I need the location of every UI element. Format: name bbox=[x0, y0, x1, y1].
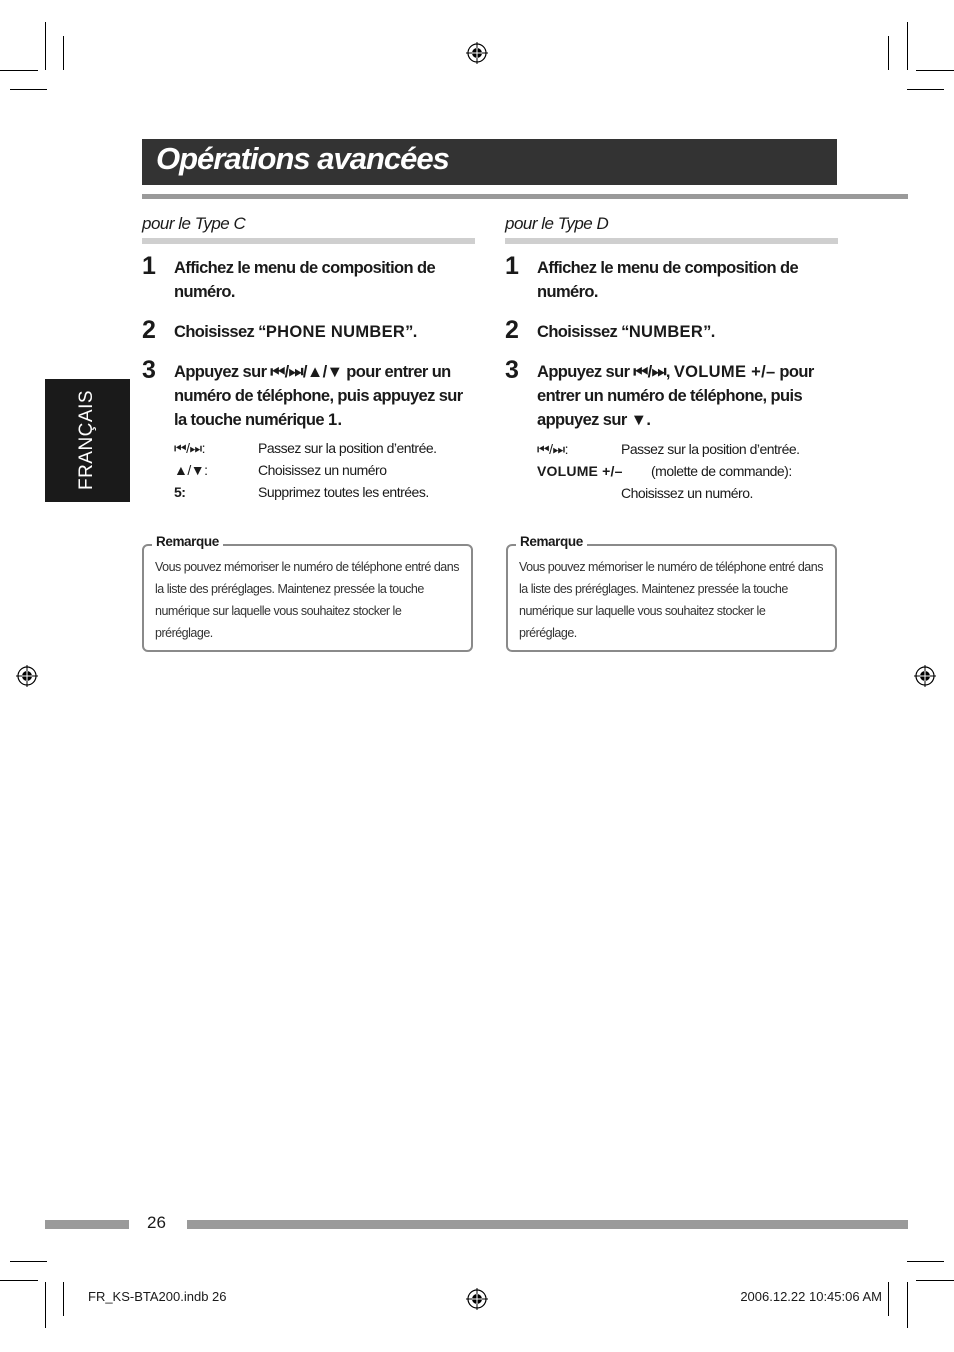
step-number: 3 bbox=[142, 356, 156, 384]
definition-value: Passez sur la position d’entrée. bbox=[258, 440, 437, 456]
registration-mark-icon bbox=[466, 1288, 488, 1310]
definition-key: ▲/▼: bbox=[174, 462, 208, 478]
keyword: VOLUME +/– bbox=[673, 363, 776, 381]
crop-mark bbox=[0, 70, 38, 71]
registration-mark-icon bbox=[914, 665, 936, 687]
step-text: Choisissez “PHONE NUMBER”. bbox=[174, 323, 417, 341]
note-text: Vous pouvez mémoriser le numéro de téléphone entré dans la liste des préréglages. Maintenez pressée la touche numérique sur laquelle vous souhaitez stocker le préréglage. bbox=[155, 560, 459, 640]
column-type-c bbox=[142, 214, 475, 640]
definition-key: VOLUME +/– bbox=[537, 463, 623, 479]
step-number: 2 bbox=[142, 316, 156, 344]
definition-row bbox=[537, 460, 837, 482]
note-label: Remarque bbox=[152, 534, 223, 549]
note-text: Vous pouvez mémoriser le numéro de téléphone entré dans la liste des préréglages. Maintenez pressée la touche numérique sur laquelle vous souhaitez stocker le préréglage. bbox=[519, 560, 823, 640]
crop-mark bbox=[45, 1282, 46, 1328]
definition-row bbox=[537, 438, 837, 460]
title-divider bbox=[142, 194, 908, 199]
definition-value: Choisissez un numéro bbox=[258, 462, 387, 478]
registration-mark-icon bbox=[466, 42, 488, 64]
definition-value: Passez sur la position d’entrée. bbox=[621, 441, 800, 457]
step-text: Appuyez sur ⏮/⏭/▲/▼ pour entrer un numéro de téléphone, puis appuyez sur la touche numérique 1. bbox=[174, 363, 463, 429]
control-icons: ⏮/⏭, bbox=[633, 363, 670, 381]
crop-mark bbox=[63, 1282, 64, 1316]
crop-mark bbox=[888, 36, 889, 70]
crop-mark bbox=[10, 1261, 47, 1262]
step-number: 1 bbox=[505, 252, 519, 280]
step-text: Affichez le menu de composition de numéro. bbox=[537, 259, 799, 301]
definition-row bbox=[537, 482, 837, 504]
print-timestamp: 2006.12.22 10:45:06 AM bbox=[740, 1289, 882, 1304]
step-number: 3 bbox=[505, 356, 519, 384]
crop-mark bbox=[907, 22, 908, 70]
language-tab bbox=[45, 379, 130, 502]
crop-mark bbox=[907, 1282, 908, 1328]
file-slug: FR_KS-BTA200.indb 26 bbox=[88, 1289, 227, 1304]
definition-list bbox=[174, 437, 474, 503]
note-label: Remarque bbox=[516, 534, 587, 549]
keyword: 1 bbox=[327, 411, 338, 429]
definition-value: (molette de commande): bbox=[651, 463, 792, 479]
definition-row bbox=[174, 481, 474, 503]
crop-mark bbox=[0, 1280, 38, 1281]
column-type-d bbox=[505, 214, 838, 640]
crop-mark bbox=[888, 1282, 889, 1316]
step-number: 1 bbox=[142, 252, 156, 280]
step-text: Appuyez sur ⏮/⏭, VOLUME +/– pour entrer un numéro de téléphone, puis appuyez sur ▼. bbox=[537, 363, 814, 429]
crop-mark bbox=[907, 89, 944, 90]
note-box bbox=[142, 534, 473, 652]
footer-bar-right bbox=[187, 1220, 908, 1229]
crop-mark bbox=[63, 36, 64, 70]
crop-mark bbox=[916, 70, 954, 71]
control-icons: ⏮/⏭/▲/▼ bbox=[270, 363, 343, 381]
definition-list bbox=[537, 438, 837, 504]
crop-mark bbox=[907, 1261, 944, 1262]
note-box bbox=[506, 534, 837, 652]
column-subhead: pour le Type D bbox=[505, 214, 838, 244]
definition-row bbox=[174, 437, 474, 459]
definition-value: Choisissez un numéro. bbox=[621, 485, 753, 501]
page-title-bar bbox=[142, 139, 837, 185]
definition-row bbox=[174, 459, 474, 481]
footer-bar-left bbox=[45, 1220, 129, 1229]
crop-mark bbox=[10, 89, 47, 90]
keyword: PHONE NUMBER bbox=[265, 323, 406, 341]
step-number: 2 bbox=[505, 316, 519, 344]
registration-mark-icon bbox=[16, 665, 38, 687]
definition-key: 5: bbox=[174, 484, 186, 500]
page-number: 26 bbox=[147, 1213, 166, 1232]
language-label: FRANÇAIS bbox=[76, 389, 97, 491]
definition-key: ⏮/⏭: bbox=[174, 440, 205, 456]
definition-key: ⏮/⏭: bbox=[537, 441, 568, 457]
page-title: Opérations avancées bbox=[156, 141, 449, 176]
step-text: Affichez le menu de composition de numéro. bbox=[174, 259, 436, 301]
column-subhead: pour le Type C bbox=[142, 214, 475, 244]
crop-mark bbox=[916, 1280, 954, 1281]
step-text: Choisissez “NUMBER”. bbox=[537, 323, 715, 341]
keyword: NUMBER bbox=[628, 323, 704, 341]
definition-value: Supprimez toutes les entrées. bbox=[258, 484, 429, 500]
crop-mark bbox=[45, 22, 46, 70]
